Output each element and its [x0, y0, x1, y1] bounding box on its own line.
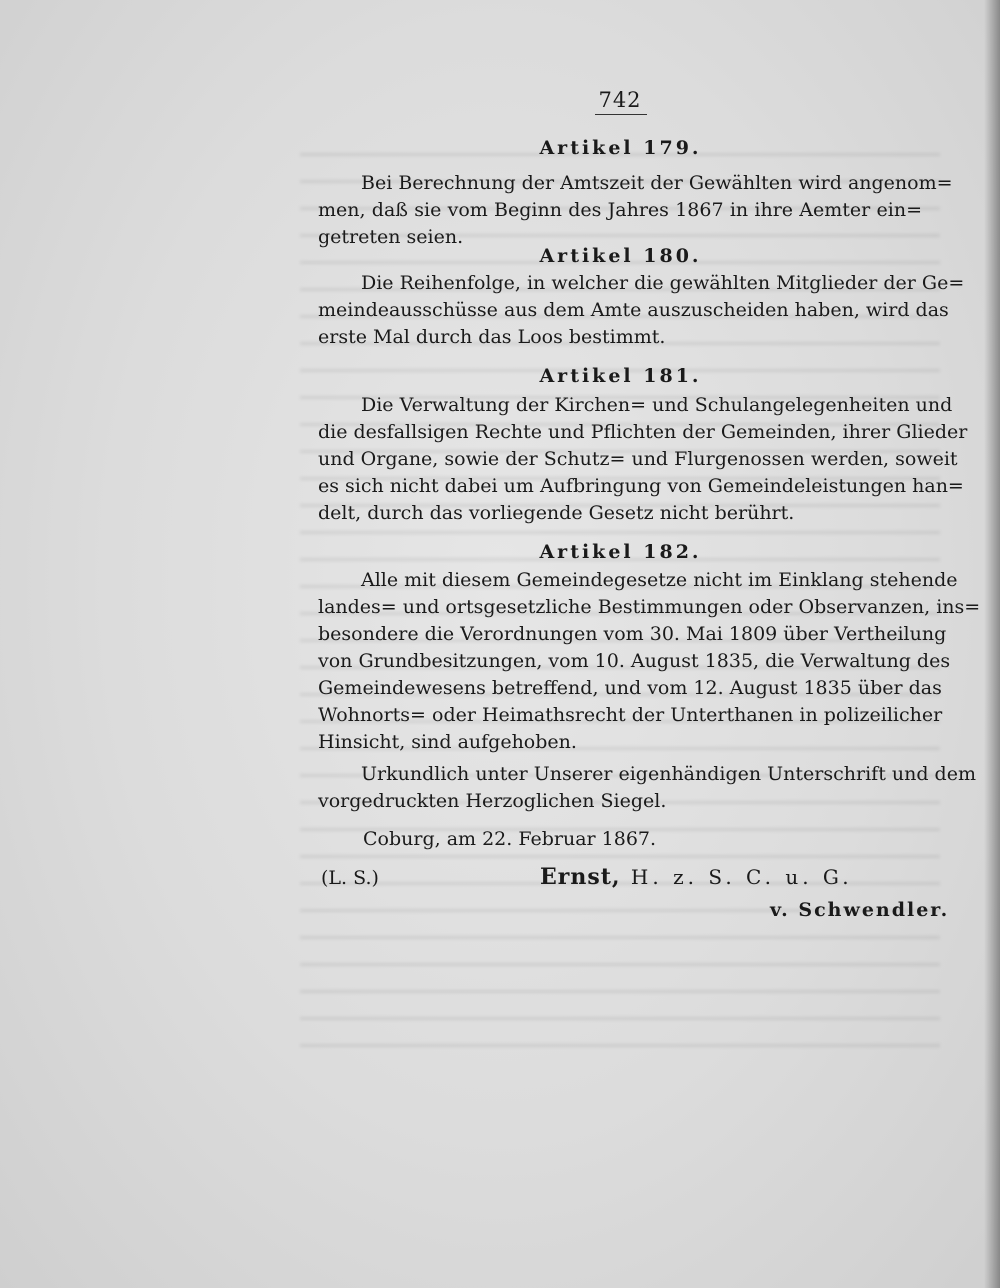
article-181-line: delt, durch das vorliegende Gesetz nicht berührt.: [318, 502, 795, 524]
article-179-body: [318, 170, 953, 251]
article-182-line: Gemeindewesens betreffend, und vom 12. August 1835 über das: [318, 677, 942, 699]
article-181-line: Die Verwaltung der Kirchen= und Schulangelegenheiten und: [361, 394, 953, 416]
closing-line: vorgedruckten Herzoglichen Siegel.: [318, 790, 667, 812]
closing-line: Urkundlich unter Unserer eigenhändigen Unterschrift und dem: [361, 763, 976, 785]
article-182-line: besondere die Verordnungen vom 30. Mai 1809 über Vertheilung: [318, 623, 947, 645]
ducal-signature: [540, 864, 853, 890]
article-182-line: Hinsicht, sind aufgehoben.: [318, 731, 577, 753]
article-181-body: [318, 392, 968, 527]
article-180-line: erste Mal durch das Loos bestimmt.: [318, 326, 666, 348]
closing-formula: [318, 761, 976, 815]
article-180-line: Die Reihenfolge, in welcher die gewählten Mitglieder der Ge=: [361, 272, 965, 294]
signature-name: Ernst,: [540, 864, 621, 890]
article-182-body: [318, 567, 981, 756]
article-179-line: men, daß sie vom Beginn des Jahres 1867 in ihre Aemter ein=: [318, 199, 922, 221]
article-181-line: die desfallsigen Rechte und Pflichten der Gemeinden, ihrer Glieder: [318, 421, 968, 443]
article-179-heading: Artikel 179.: [539, 137, 702, 159]
article-182-line: Alle mit diesem Gemeindegesetze nicht im Einklang stehende: [361, 569, 958, 591]
article-180-line: meindeausschüsse aus dem Amte auszuscheiden haben, wird das: [318, 299, 949, 321]
article-182-line: von Grundbesitzungen, vom 10. August 1835, die Verwaltung des: [318, 650, 951, 672]
article-181-heading: Artikel 181.: [539, 365, 702, 387]
article-181-line: und Organe, sowie der Schutz= und Flurgenossen werden, soweit: [318, 448, 958, 470]
article-180-body: [318, 270, 965, 351]
countersignature: v. Schwendler.: [770, 899, 950, 921]
page-number-rule: [595, 114, 647, 115]
dateline: Coburg, am 22. Februar 1867.: [363, 828, 657, 850]
article-179-line: getreten seien.: [318, 226, 464, 248]
seal-mark: (L. S.): [321, 867, 379, 889]
article-182-line: landes= und ortsgesetzliche Bestimmungen oder Observanzen, ins=: [318, 596, 981, 618]
article-182-heading: Artikel 182.: [539, 541, 702, 563]
article-180-heading: Artikel 180.: [539, 245, 702, 267]
scan-edge-shadow: [984, 0, 1000, 1288]
article-181-line: es sich nicht dabei um Aufbringung von Gemeindeleistungen han=: [318, 475, 964, 497]
page-number: 742: [598, 88, 642, 112]
article-179-line: Bei Berechnung der Amtszeit der Gewählten wird angenom=: [361, 172, 953, 194]
article-182-line: Wohnorts= oder Heimathsrecht der Unterthanen in polizeilicher: [318, 704, 943, 726]
signature-title: H. z. S. C. u. G.: [630, 865, 853, 889]
